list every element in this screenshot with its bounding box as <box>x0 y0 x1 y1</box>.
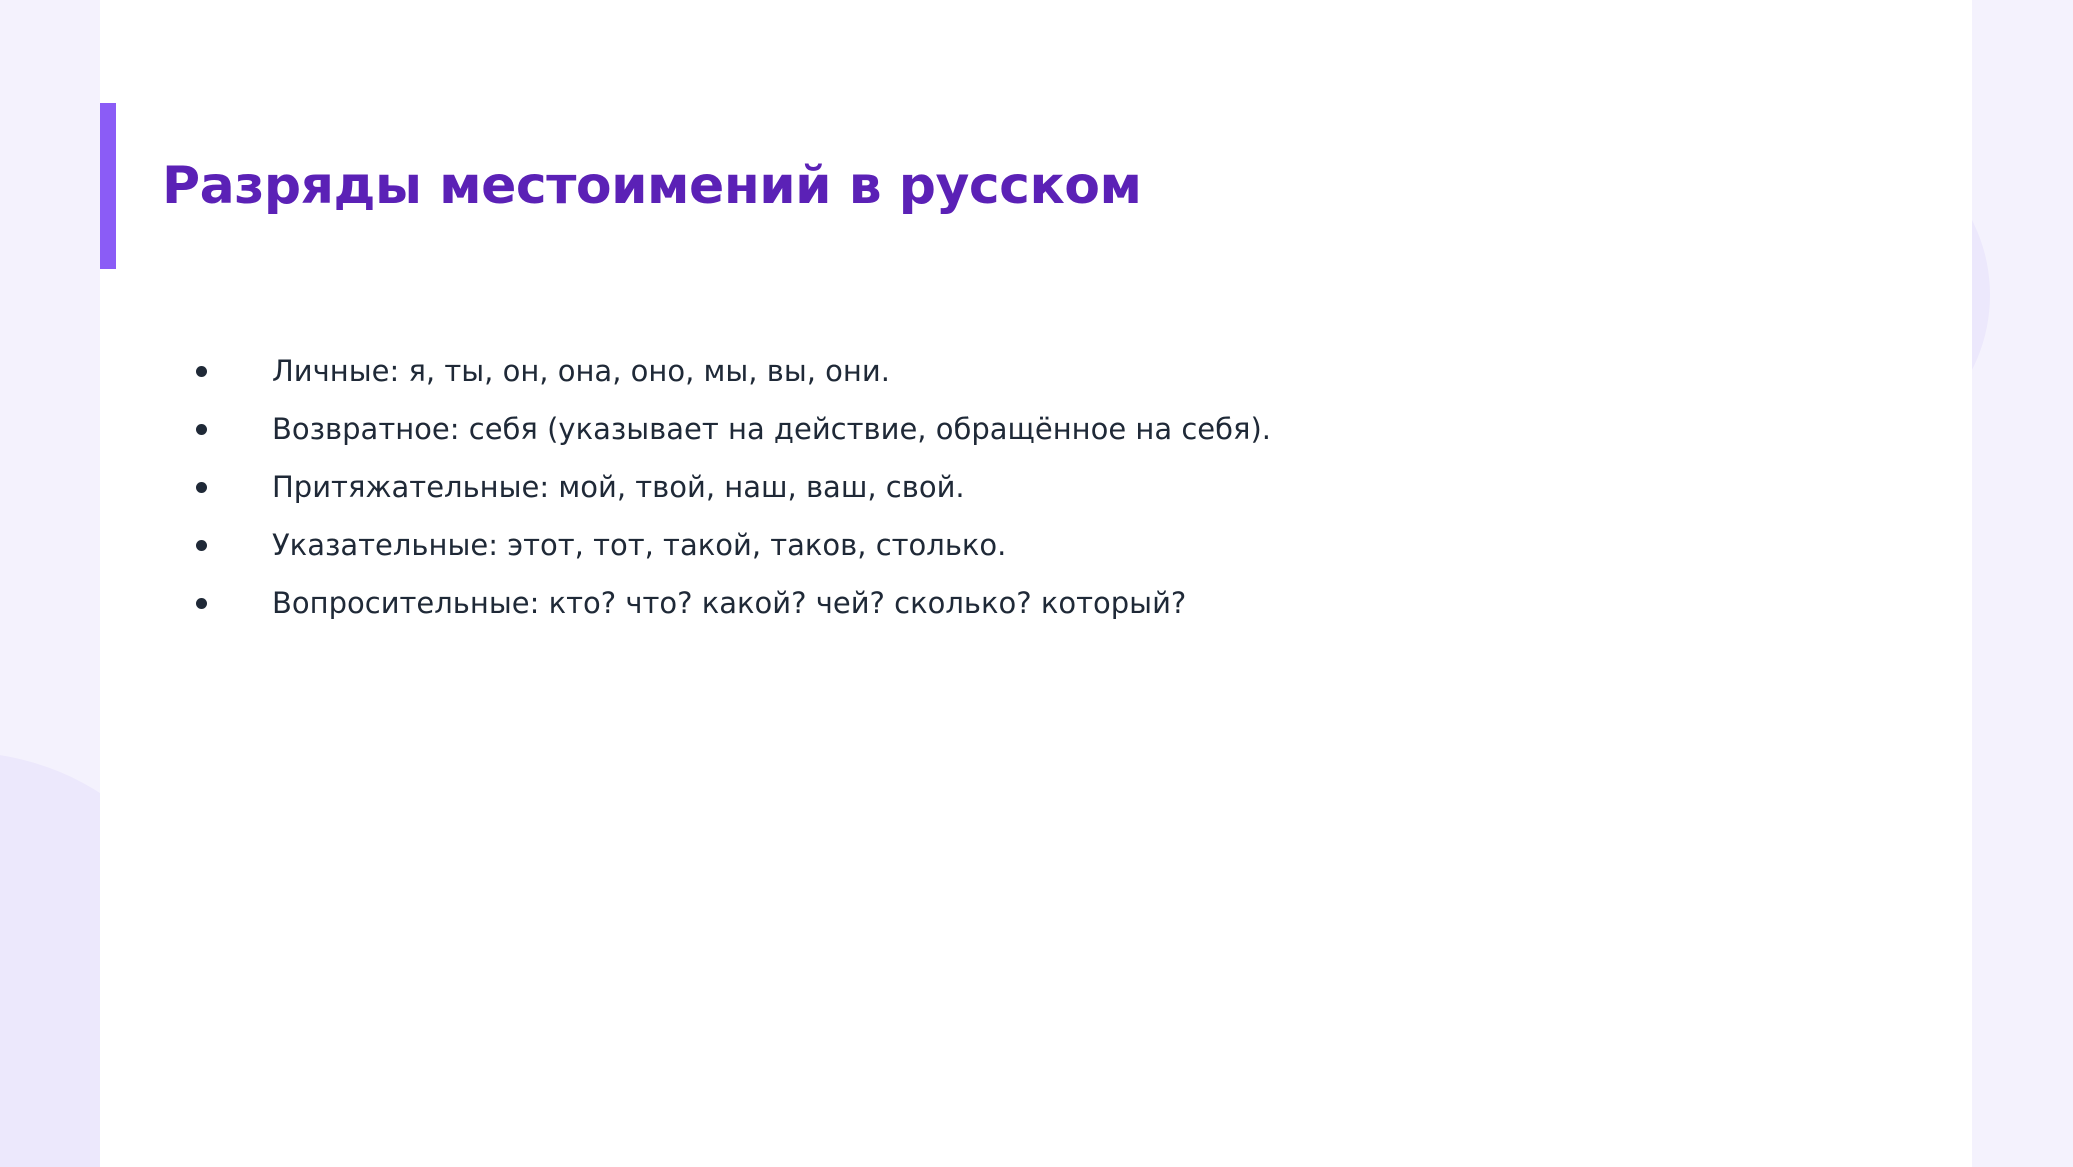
bullet-dot-icon <box>196 540 207 551</box>
bullet-text: Личные: я, ты, он, она, оно, мы, вы, они. <box>272 354 890 388</box>
bullet-text: Вопросительные: кто? что? какой? чей? сколько? который? <box>272 586 1187 620</box>
slide-title: Разряды местоимений в русском <box>162 156 1142 216</box>
bullet-dot-icon <box>196 366 207 377</box>
slide <box>100 0 1972 1167</box>
bullet-dot-icon <box>196 424 207 435</box>
bullet-dot-icon <box>196 482 207 493</box>
bullet-item-reflexive <box>192 400 1272 458</box>
title-accent-bar <box>100 103 116 269</box>
bullet-text: Возвратное: себя (указывает на действие, обращённое на себя). <box>272 412 1272 446</box>
bullet-item-personal <box>192 342 890 400</box>
bullet-text: Притяжательные: мой, твой, наш, ваш, свой. <box>272 470 965 504</box>
bullet-text: Указательные: этот, тот, такой, таков, столько. <box>272 528 1007 562</box>
bullet-dot-icon <box>196 598 207 609</box>
bullet-item-interrogative <box>192 574 1187 632</box>
bullet-item-demonstrative <box>192 516 1007 574</box>
bullet-item-possessive <box>192 458 965 516</box>
bullet-list <box>192 342 1272 632</box>
